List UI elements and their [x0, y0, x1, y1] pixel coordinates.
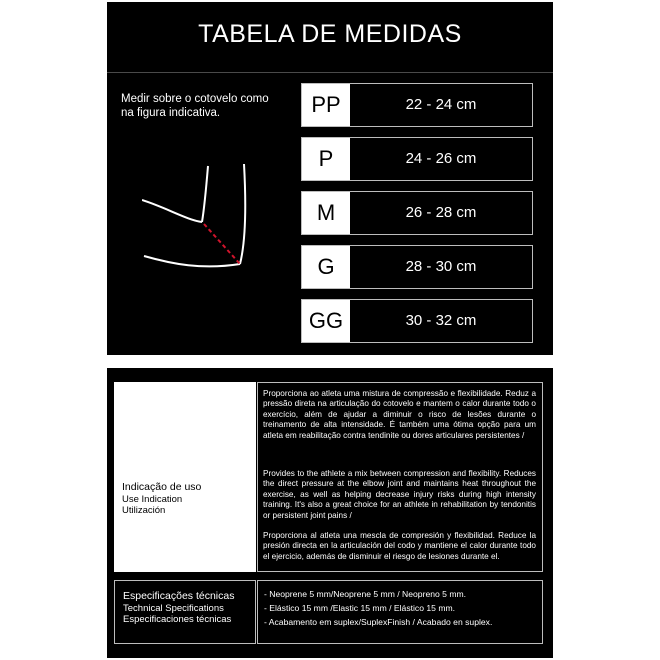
measure-instruction: Medir sobre o cotovelo como na figura indicativa. [121, 93, 269, 119]
size-row-p [301, 137, 533, 181]
size-row-g [301, 245, 533, 289]
specifications-panel [107, 368, 553, 658]
size-letter: PP [302, 84, 350, 126]
use-indication-label [122, 482, 201, 517]
tech-spec-text-box [257, 580, 543, 644]
size-table-title: TABELA DE MEDIDAS [198, 20, 462, 48]
size-range: 26 - 28 cm [405, 204, 477, 221]
size-range: 22 - 24 cm [405, 96, 477, 113]
spec-line-finish: - Acabamento em suplex/SuplexFinish / Acabado en suplex. [264, 617, 493, 627]
measure-line [204, 224, 240, 264]
size-row-gg [301, 299, 533, 343]
size-letter: GG [302, 300, 350, 342]
size-row-m [301, 191, 533, 235]
tech-spec-label [123, 591, 234, 626]
spec-line-elastic: - Elástico 15 mm /Elastic 15 mm / Elástico 15 mm. [264, 603, 456, 613]
use-indication-label-box [114, 382, 256, 572]
arm-bottom-outline [144, 256, 240, 266]
upper-arm-outline [240, 164, 245, 264]
size-table-panel [107, 2, 553, 355]
arm-lower-outline [142, 200, 202, 222]
use-label-pt: Indicação de uso [122, 481, 202, 493]
size-letter: P [302, 138, 350, 180]
size-table-header [107, 2, 553, 73]
size-range: 28 - 30 cm [405, 258, 477, 275]
elbow-measure-figure [142, 160, 262, 280]
use-indication-text-box [257, 382, 543, 572]
use-label-en: Use Indication [122, 493, 183, 505]
size-letter: G [302, 246, 350, 288]
spec-line-neoprene: - Neoprene 5 mm/Neoprene 5 mm / Neopreno 5 mm. [264, 589, 467, 599]
spec-label-pt: Especificações técnicas [123, 590, 235, 602]
use-text-en: Provides to the athlete a mix between compression and flexibility. Reduces the direct pressure at the elbow joint and maintains heat throughout the exercise, as well as helping decrease injury risks during high intensity training. It's also a great choice for an athlete in rehabilitation by tendonitis or persistent joint pains / [263, 469, 536, 520]
size-row-pp [301, 83, 533, 127]
tech-spec-label-box [114, 580, 256, 644]
spec-label-es: Especificaciones técnicas [123, 614, 232, 625]
size-range: 30 - 32 cm [405, 312, 477, 329]
use-text-es: Proporciona al atleta una mescla de compresión y flexibilidad. Reduce la presión directa en la articulación del codo y mantiene el calor durante todo el ejercicio, además de disminuir el riesgo de lesiones durante el. [263, 531, 536, 561]
size-range: 24 - 26 cm [405, 150, 477, 167]
size-letter: M [302, 192, 350, 234]
forearm-outline [202, 166, 208, 222]
use-text-pt: Proporciona ao atleta uma mistura de compressão e flexibilidade. Reduz a pressão direta na articulação do cotovelo e mantem o calor durante todo o exercício, além de ajudar a diminuir o risco de lesões durante o treinamento de alta intensidade. É também uma ótima opção para um atleta em reabilitação contra tendinite ou dores articulares persistentes / [263, 389, 536, 440]
use-label-es: Utilización [122, 505, 166, 516]
spec-label-en: Technical Specifications [123, 602, 224, 614]
